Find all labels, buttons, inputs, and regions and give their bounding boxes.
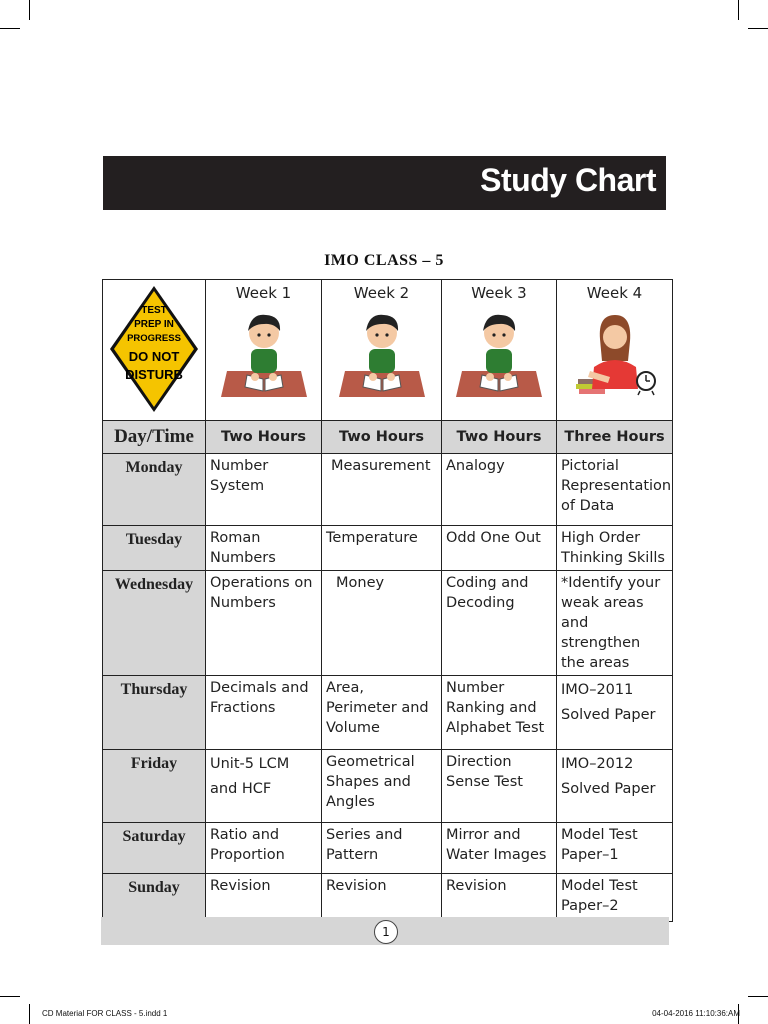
table-row bbox=[103, 571, 673, 676]
topic-cell: Measurement bbox=[322, 454, 442, 526]
studying-boy-icon bbox=[219, 309, 309, 404]
hours-row bbox=[103, 421, 673, 454]
page-title: Study Chart bbox=[480, 162, 656, 198]
sign-line: PROGRESS bbox=[127, 333, 181, 344]
week-header-row bbox=[103, 280, 673, 421]
topic-cell: Revision bbox=[442, 874, 557, 922]
do-not-disturb-sign-cell bbox=[103, 280, 206, 421]
day-time-label: Day/Time bbox=[103, 421, 206, 454]
week-header bbox=[557, 280, 673, 421]
day-label: Tuesday bbox=[103, 526, 206, 571]
topic-cell: Number System bbox=[206, 454, 322, 526]
topic-cell: Mirror and Water Images bbox=[442, 823, 557, 874]
table-row bbox=[103, 676, 673, 750]
day-label: Friday bbox=[103, 750, 206, 823]
topic-cell: Roman Numbers bbox=[206, 526, 322, 571]
day-label: Saturday bbox=[103, 823, 206, 874]
topic-cell: Analogy bbox=[442, 454, 557, 526]
week-header bbox=[206, 280, 322, 421]
topic-cell: Unit-5 LCM and HCF bbox=[206, 750, 322, 823]
table-row bbox=[103, 454, 673, 526]
topic-cell: Revision bbox=[322, 874, 442, 922]
topic-cell: Decimals and Fractions bbox=[206, 676, 322, 750]
week-label: Week 4 bbox=[586, 284, 643, 302]
topic-cell: Coding and Decoding bbox=[442, 571, 557, 676]
week-label: Week 1 bbox=[235, 284, 292, 302]
topic-cell: Model Test Paper–1 bbox=[557, 823, 673, 874]
day-label: Thursday bbox=[103, 676, 206, 750]
topic-cell: *Identify your weak areas and strengthen the areas bbox=[557, 571, 673, 676]
table-row bbox=[103, 823, 673, 874]
topic-cell: IMO–2011 Solved Paper bbox=[557, 676, 673, 750]
crop-mark bbox=[29, 1004, 30, 1024]
hours-cell: Two Hours bbox=[322, 421, 442, 454]
topic-cell: Temperature bbox=[322, 526, 442, 571]
week-label: Week 2 bbox=[353, 284, 410, 302]
topic-cell: Model Test Paper–2 bbox=[557, 874, 673, 922]
topic-cell: Number Ranking and Alphabet Test bbox=[442, 676, 557, 750]
crop-mark bbox=[748, 28, 768, 29]
crop-mark bbox=[29, 0, 30, 20]
sign-line: PREP IN bbox=[134, 319, 174, 330]
chart-subtitle: IMO CLASS – 5 bbox=[324, 252, 444, 269]
table-row bbox=[103, 874, 673, 922]
hours-cell: Three Hours bbox=[557, 421, 673, 454]
topic-cell: Ratio and Proportion bbox=[206, 823, 322, 874]
slug-timestamp: 04-04-2016 11:10:36:AM bbox=[652, 1009, 740, 1018]
day-label: Sunday bbox=[103, 874, 206, 922]
studying-boy-icon bbox=[454, 309, 544, 404]
sign-line: DISTURB bbox=[125, 367, 183, 382]
day-label: Wednesday bbox=[103, 571, 206, 676]
week-header bbox=[442, 280, 557, 421]
table-row bbox=[103, 526, 673, 571]
topic-cell: Revision bbox=[206, 874, 322, 922]
table-row bbox=[103, 750, 673, 823]
topic-cell: Series and Pattern bbox=[322, 823, 442, 874]
do-not-disturb-sign-icon bbox=[107, 283, 201, 415]
topic-cell: Area, Perimeter and Volume bbox=[322, 676, 442, 750]
page-number: 1 bbox=[374, 920, 398, 944]
studying-girl-with-clock-icon bbox=[570, 309, 660, 404]
day-label: Monday bbox=[103, 454, 206, 526]
title-banner bbox=[103, 156, 666, 210]
crop-mark bbox=[738, 0, 739, 20]
topic-cell: IMO–2012 Solved Paper bbox=[557, 750, 673, 823]
hours-cell: Two Hours bbox=[206, 421, 322, 454]
topic-cell: Odd One Out bbox=[442, 526, 557, 571]
studying-boy-icon bbox=[337, 309, 427, 404]
study-chart-table bbox=[102, 279, 673, 922]
week-label: Week 3 bbox=[471, 284, 527, 302]
crop-mark bbox=[0, 28, 20, 29]
topic-cell: High Order Thinking Skills bbox=[557, 526, 673, 571]
topic-cell: Geometrical Shapes and Angles bbox=[322, 750, 442, 823]
topic-cell: Pictorial Representation of Data bbox=[557, 454, 673, 526]
crop-mark bbox=[0, 996, 20, 997]
topic-cell: Money bbox=[322, 571, 442, 676]
sign-line: DO NOT bbox=[128, 349, 180, 364]
topic-cell: Direction Sense Test bbox=[442, 750, 557, 823]
crop-mark bbox=[748, 996, 768, 997]
slug-file-name: CD Material FOR CLASS - 5.indd 1 bbox=[42, 1009, 168, 1018]
sign-line: TEST bbox=[141, 305, 167, 316]
week-header bbox=[322, 280, 442, 421]
topic-cell: Operations on Numbers bbox=[206, 571, 322, 676]
hours-cell: Two Hours bbox=[442, 421, 557, 454]
